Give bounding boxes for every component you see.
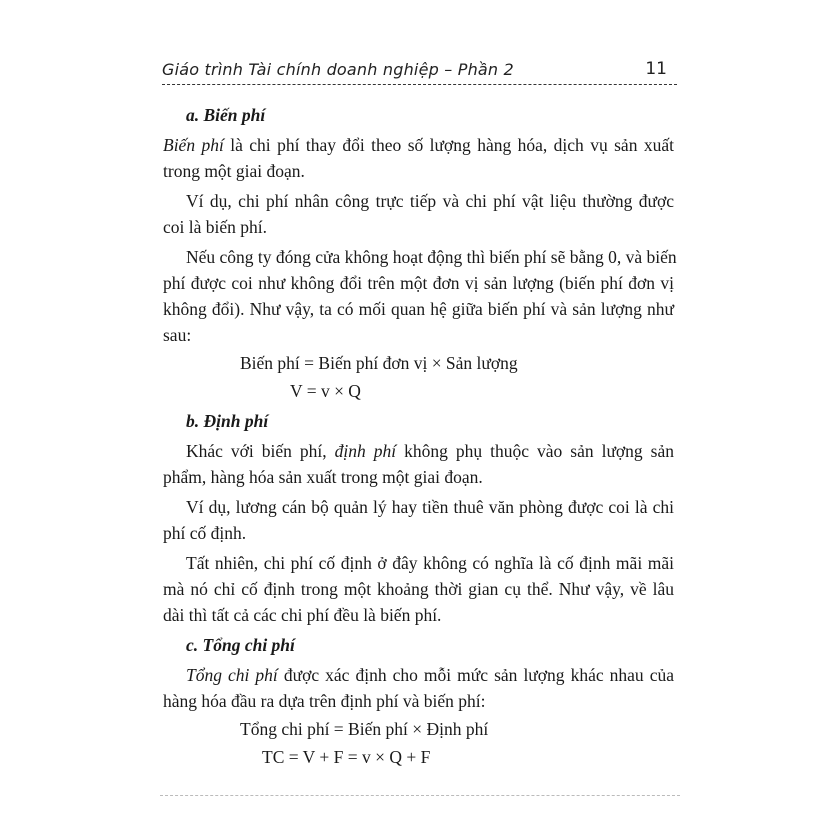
text-span: không phụ thuộc vào sản lượng sản: [396, 441, 675, 461]
text-span: Khác với biến phí,: [186, 441, 335, 461]
section-c-p1-line2: hàng hóa đầu ra dựa trên định phí và biến phí:: [163, 691, 486, 711]
section-c-heading: c. Tổng chi phí: [186, 635, 295, 655]
term-dinh-phi: định phí: [334, 441, 397, 461]
section-b-p3-line2: mà nó chỉ cố định trong một khoảng thời gian cụ thể. Như vậy, về lâu: [163, 579, 674, 599]
section-a-p3-line3: không đổi). Như vậy, ta có mối quan hệ giữa biến phí và sản lượng như: [163, 299, 674, 319]
section-a-p2-line1: Ví dụ, chi phí nhân công trực tiếp và chi phí vật liệu thường được: [186, 191, 674, 211]
section-a-p3-line2: phí được coi như không đổi trên một đơn vị sản lượng (biến phí đơn vị: [163, 273, 674, 293]
term-tong-chi-phi: Tổng chi phí: [186, 665, 278, 685]
section-b-p2-line2: phí cố định.: [163, 523, 247, 543]
section-b-p3-line3: dài thì tất cả các chi phí đều là biến phí.: [163, 605, 442, 625]
section-b-p1-line1: [186, 440, 674, 462]
section-c-p1-line1: [186, 664, 674, 686]
formula-total-cost: Tổng chi phí = Biến phí × Định phí: [240, 719, 489, 739]
section-a-p3-line1: Nếu công ty đóng cửa không hoạt động thì biến phí sẽ bằng 0, và biến: [186, 247, 677, 267]
section-a-p3-line4: sau:: [163, 325, 192, 345]
formula-v-equals: V = v × Q: [290, 381, 361, 401]
bottom-dotted-rule: [160, 795, 680, 796]
formula-tc-equals: TC = V + F = v × Q + F: [262, 747, 431, 767]
section-b-p1-line2: phẩm, hàng hóa sản xuất trong một giai đoạn.: [163, 467, 483, 487]
section-a-p2-line2: coi là biến phí.: [163, 217, 268, 237]
section-a-heading: a. Biến phí: [186, 105, 266, 125]
section-b-heading: b. Định phí: [186, 411, 269, 431]
section-a-p1-line2: trong một giai đoạn.: [163, 161, 305, 181]
text-span: là chi phí thay đổi theo số lượng hàng hóa, dịch vụ sản xuất: [223, 135, 674, 155]
section-b-p3-line1: Tất nhiên, chi phí cố định ở đây không có nghĩa là cố định mãi mãi: [186, 553, 674, 573]
term-bien-phi: Biến phí: [163, 135, 224, 155]
text-span: được xác định cho mỗi mức sản lượng khác nhau của: [277, 665, 674, 685]
formula-variable-cost: Biến phí = Biến phí đơn vị × Sản lượng: [240, 353, 518, 373]
book-title: Giáo trình Tài chính doanh nghiệp – Phần 2: [162, 60, 514, 79]
section-a-p1-line1: [163, 134, 674, 156]
page-number: 11: [645, 59, 667, 79]
running-header: [162, 58, 677, 85]
section-b-p2-line1: Ví dụ, lương cán bộ quản lý hay tiền thuê văn phòng được coi là chi: [186, 497, 674, 517]
